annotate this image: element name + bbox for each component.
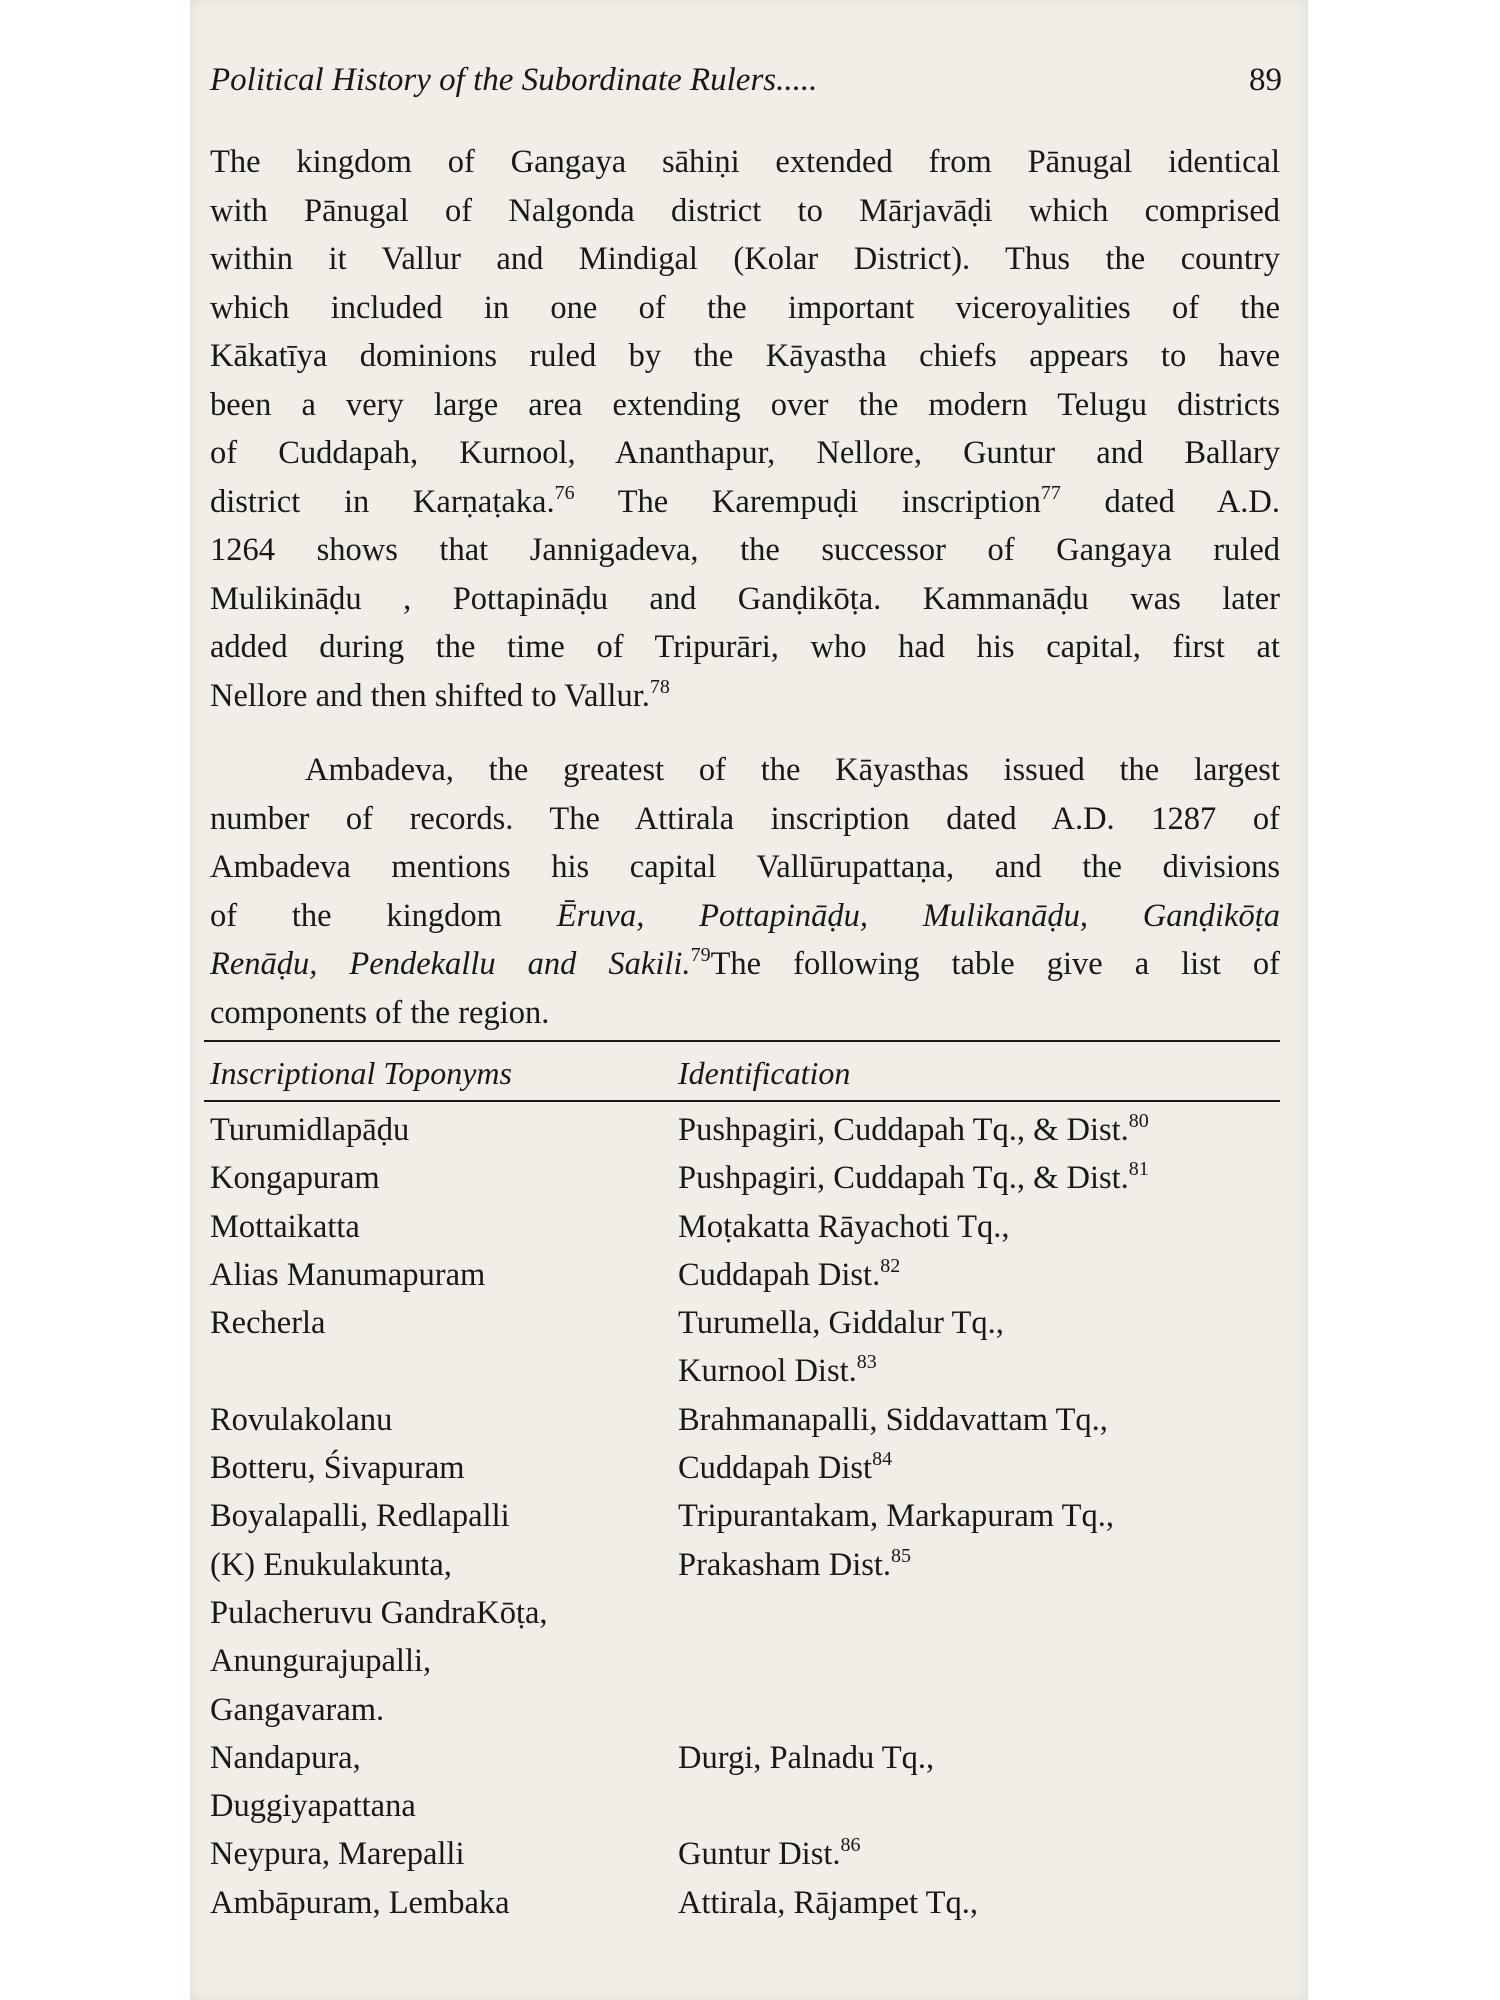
paragraph-2 [210, 746, 1280, 1037]
table-row [204, 1203, 1280, 1251]
text-line [210, 672, 1280, 721]
identification-text: Prakasham Dist. [678, 1546, 892, 1583]
identification-text: Durgi, Palnadu Tq., [678, 1739, 935, 1776]
identification-text: Brahmanapalli, Siddavattam Tq., [678, 1401, 1108, 1438]
text-line [210, 940, 1280, 989]
footnote-ref: 86 [840, 1834, 861, 1857]
identification-cell [678, 1347, 877, 1395]
identification-text: Moṭakatta Rāyachoti Tq., [678, 1208, 1010, 1245]
identification-cell [678, 1299, 1004, 1347]
table-row [204, 1396, 1280, 1444]
text-line: The kingdom of Gangaya sāhiṇi extended from Pānugal identical [210, 144, 1280, 180]
table-row [204, 1830, 1280, 1878]
text-line: Ambadeva mentions his capital Vallūrupattaṇa, and the divisions [210, 849, 1280, 885]
identification-cell [678, 1251, 900, 1299]
identification-text: Kurnool Dist. [678, 1353, 857, 1390]
identification-text: Attirala, Rājampet Tq., [678, 1884, 978, 1921]
text-line: Ambadeva, the greatest of the Kāyasthas issued the largest [305, 752, 1280, 788]
toponym-cell: Rovulakolanu [210, 1401, 393, 1438]
text-segment: Nellore and then shifted to Vallur. [210, 677, 650, 714]
text-line: within it Vallur and Mindigal (Kolar District). Thus the country [210, 241, 1280, 277]
footnote-ref: 85 [891, 1544, 912, 1567]
identification-cell [678, 1203, 1010, 1251]
table-row [204, 1589, 1280, 1637]
text-line: of Cuddapah, Kurnool, Ananthapur, Nellore, Guntur and Ballary [210, 435, 1280, 471]
identification-cell [678, 1106, 1149, 1154]
footnote-ref: 83 [856, 1351, 877, 1374]
column-header-toponyms: Inscriptional Toponyms [210, 1055, 512, 1091]
toponym-cell: Boyalapalli, Redlapalli [210, 1498, 510, 1535]
table-row [204, 1444, 1280, 1492]
identification-text: Pushpagiri, Cuddapah Tq., & Dist. [678, 1160, 1129, 1197]
identification-text: Tripurantakam, Markapuram Tq., [678, 1498, 1114, 1535]
toponym-cell: Botteru, Śivapuram [210, 1450, 465, 1487]
footnote-ref: 82 [880, 1254, 901, 1277]
running-title: Political History of the Subordinate Rulers..... [210, 62, 818, 98]
identification-text: Pushpagiri, Cuddapah Tq., & Dist. [678, 1112, 1129, 1148]
toponym-table [204, 1106, 1280, 1927]
text-segment: The Karempuḍi inscription [574, 483, 1041, 520]
text-line: added during the time of Tripurāri, who had his capital, first at [210, 629, 1280, 665]
table-header-rule [204, 1100, 1280, 1102]
identification-cell [678, 1154, 1149, 1202]
identification-text: Turumella, Giddalur Tq., [678, 1305, 1004, 1342]
table-row [204, 1879, 1280, 1927]
table-top-rule [204, 1040, 1280, 1042]
toponym-cell: Ambāpuram, Lembaka [210, 1884, 510, 1921]
toponym-cell: Gangavaram. [210, 1691, 385, 1728]
column-header-identification: Identification [678, 1055, 851, 1091]
text-line: been a very large area extending over the modern Telugu districts [210, 386, 1280, 423]
toponym-cell: Neypura, Marepalli [210, 1836, 465, 1873]
italic-divisions: Ēruva, Pottapināḍu, Mulikanāḍu, Ganḍikōṭa [556, 897, 1280, 934]
toponym-cell: (K) Enukulakunta, [210, 1546, 452, 1583]
table-row [204, 1686, 1280, 1734]
toponym-cell: Turumidlapāḍu [210, 1112, 410, 1148]
page-number: 89 [1249, 62, 1282, 98]
toponym-cell: Recherla [210, 1305, 326, 1342]
footnote-ref: 78 [649, 675, 670, 698]
text-line: Kākatīya dominions ruled by the Kāyastha chiefs appears to have [210, 338, 1280, 374]
running-header [210, 58, 1282, 102]
text-segment: district in Karṇaṭaka. [210, 483, 555, 520]
table-row [204, 1154, 1280, 1202]
text-line [210, 892, 1280, 941]
text-line: Mulikināḍu , Pottapināḍu and Ganḍikōṭa. Kammanāḍu was later [210, 580, 1280, 617]
table-row [204, 1734, 1280, 1782]
text-line: number of records. The Attirala inscription dated A.D. 1287 of [210, 800, 1280, 837]
toponym-cell: Kongapuram [210, 1160, 380, 1197]
table-row [204, 1492, 1280, 1540]
footnote-ref: 80 [1128, 1110, 1149, 1132]
text-segment: of the kingdom [210, 897, 557, 934]
footnote-ref: 81 [1128, 1158, 1149, 1181]
table-row [204, 1251, 1280, 1299]
identification-text: Guntur Dist. [678, 1836, 841, 1873]
text-segment: The following table give a list of [710, 946, 1280, 982]
table-row [204, 1299, 1280, 1347]
identification-cell [678, 1879, 978, 1927]
footnote-ref: 77 [1040, 481, 1061, 504]
identification-cell [678, 1396, 1108, 1444]
footnote-ref: 79 [690, 944, 711, 966]
paragraph-1 [210, 138, 1280, 720]
italic-divisions: Renāḍu, Pendekallu and Sakili. [210, 946, 691, 982]
identification-cell [678, 1492, 1114, 1540]
table-row [204, 1541, 1280, 1589]
table-row [204, 1637, 1280, 1685]
toponym-cell: Duggiyapattana [210, 1788, 416, 1825]
text-line: components of the region. [210, 994, 550, 1031]
toponym-cell: Mottaikatta [210, 1208, 360, 1245]
identification-text: Cuddapah Dist [678, 1450, 873, 1487]
text-line: with Pānugal of Nalgonda district to Mārjavāḍi which comprised [210, 192, 1280, 229]
text-segment: dated A.D. [1060, 483, 1281, 520]
identification-cell [678, 1734, 934, 1782]
table-row [204, 1106, 1280, 1154]
table-row [204, 1347, 1280, 1395]
footnote-ref: 84 [872, 1448, 893, 1471]
text-line: which included in one of the important viceroyalities of the [210, 289, 1280, 326]
identification-cell [678, 1444, 892, 1492]
identification-text: Cuddapah Dist. [678, 1256, 881, 1293]
table-row [204, 1782, 1280, 1830]
toponym-cell: Pulacheruvu GandraKōṭa, [210, 1594, 548, 1631]
book-page [190, 0, 1308, 2000]
footnote-ref: 76 [554, 481, 575, 504]
identification-cell [678, 1541, 911, 1589]
toponym-cell: Alias Manumapuram [210, 1256, 486, 1293]
table-header [204, 1046, 1280, 1100]
toponym-cell: Anungurajupalli, [210, 1643, 432, 1680]
text-line: 1264 shows that Jannigadeva, the successor of Gangaya ruled [210, 532, 1280, 568]
text-line [210, 478, 1280, 527]
toponym-cell: Nandapura, [210, 1739, 361, 1776]
identification-cell [678, 1830, 861, 1878]
